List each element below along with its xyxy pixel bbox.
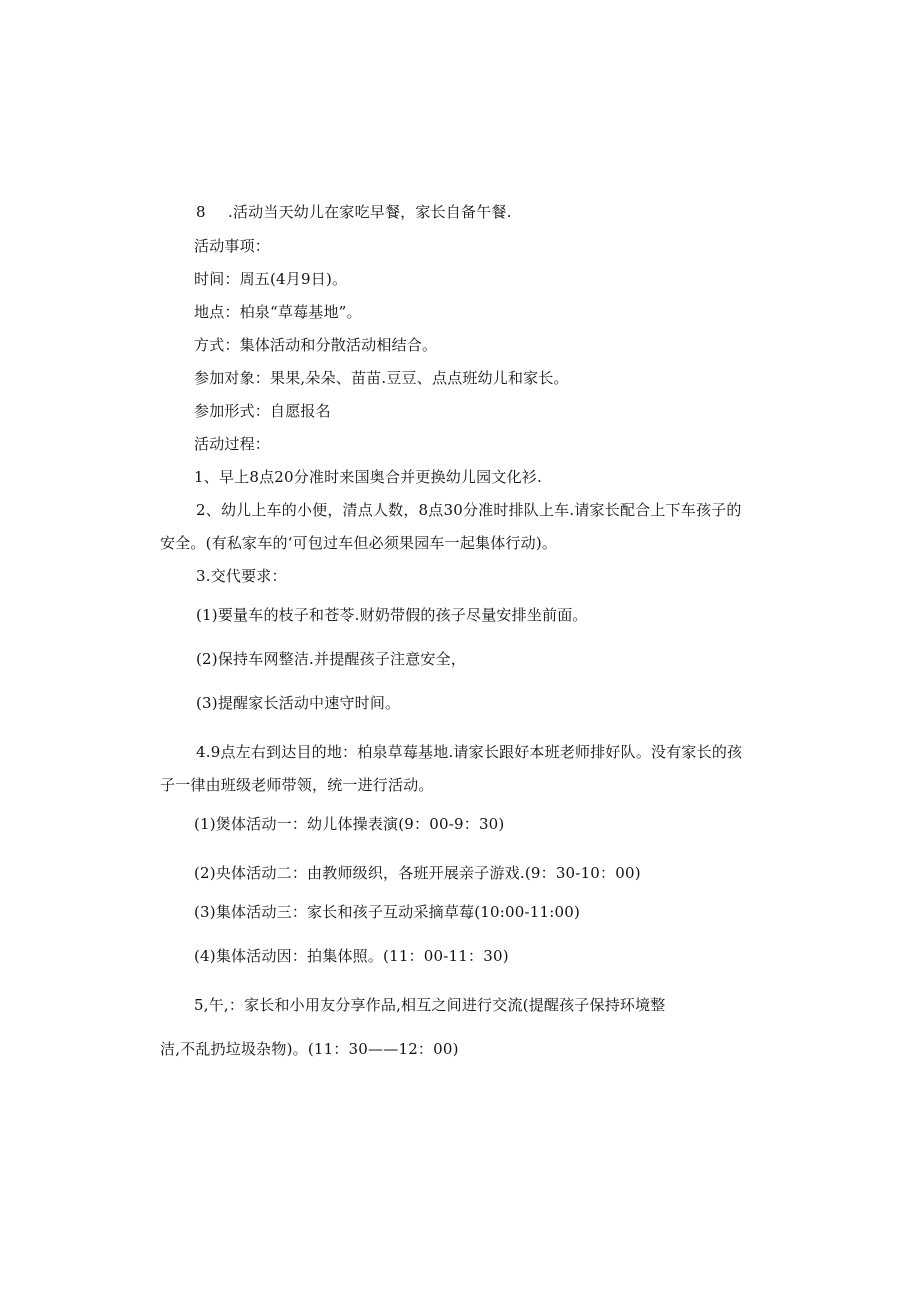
step-5-line-2: 洁,不乱扔垃圾杂物)。(11：30——12：00) xyxy=(160,1040,459,1058)
step-2-line-2: 安全。(有私家车的‘可包过车但必须果园车一起集体行动)。 xyxy=(160,534,558,552)
process-label: 活动过程： xyxy=(194,435,271,453)
activity-label: 活动事项： xyxy=(194,237,271,255)
step-4-line-2: 子一律由班级老师带领，统一进行活动。 xyxy=(160,776,434,794)
participation-form-line: 参加形式：自愿报名 xyxy=(194,402,331,420)
time-line: 时间：周五(4月9日)。 xyxy=(194,270,348,288)
location-line: 地点：柏泉“草莓基地”。 xyxy=(194,303,362,321)
step-5-line-1: 5,午,：家长和小用友分享作品,相互之间进行交流(提醒孩子保持环境整 xyxy=(194,996,666,1014)
activity-1: (1)煲体活动一：幼儿体操表演(9：00-9：30) xyxy=(194,815,505,833)
method-line: 方式：集体活动和分散活动相结合。 xyxy=(194,336,438,354)
activity-3: (3)集体活动三：家长和孩子互动采摘草莓(10:00-11:00) xyxy=(194,903,581,921)
activity-2: (2)央体活动二：由教师级织，各班开展亲子游戏.(9：30-10：00) xyxy=(194,864,641,882)
step-2-line-1: 2、幼儿上车的小便，清点人数，8点30分准时排队上车.请家长配合上下车孩子的 xyxy=(196,501,742,519)
step-1: 1、早上8点20分准时来国奥合并更换幼儿园文化衫. xyxy=(194,468,542,486)
activity-4: (4)集体活动因：拍集体照。(11：00-11：30) xyxy=(194,947,509,965)
participants-line: 参加对象：果果,朵朵、苗苗.豆豆、点点班幼儿和家长。 xyxy=(194,369,569,387)
requirement-3: (3)提醒家长活动中速守时间。 xyxy=(196,694,401,712)
step-3: 3.交代要求： xyxy=(196,567,287,585)
item-8-text: .活动当天幼儿在家吃早餐，家长自备午餐. xyxy=(228,203,512,221)
step-4-line-1: 4.9点左右到达目的地：柏泉草莓基地.请家长跟好本班老师排好队。没有家长的孩 xyxy=(196,743,743,761)
item-8-number: 8 xyxy=(196,203,206,221)
item-8 xyxy=(196,202,512,222)
requirement-2: (2)保持车网整洁.并提醒孩子注意安全， xyxy=(196,650,467,668)
requirement-1: (1)要量车的枝子和苍苓.财奶带假的孩子尽量安排坐前面。 xyxy=(196,606,588,624)
